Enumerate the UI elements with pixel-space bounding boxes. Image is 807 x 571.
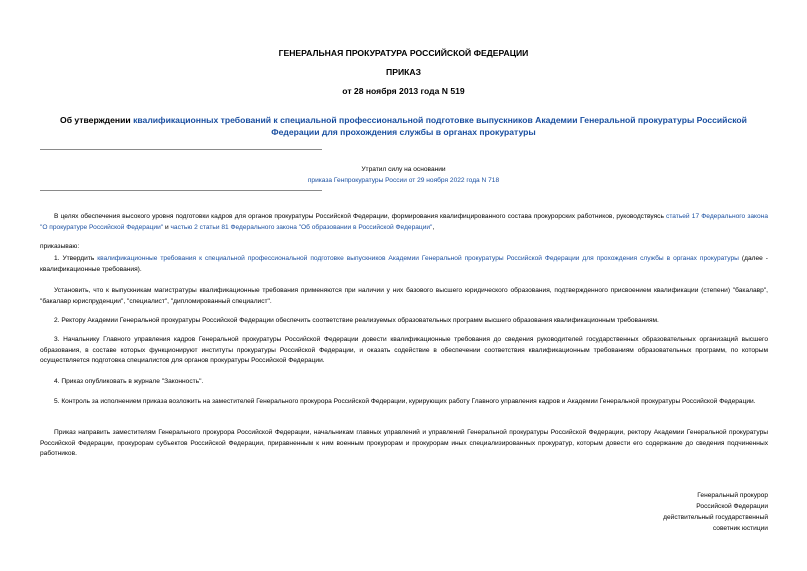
signature-block [600,490,768,534]
order-word: приказываю: [40,243,80,250]
requirements-link[interactable]: квалификационные требования к специальной профессиональной подготовке выпускников Академии Генеральной прокуратуры Российской Федерации для прохождения службы в органах прокуратуры [97,255,739,262]
signature-line-1: Генеральный прокурор [697,492,768,499]
law-link-education[interactable]: частью 2 статьи 81 Федерального закона "Об образовании в Российской Федерации" [170,223,433,231]
law-link-prosecution[interactable]: статьей 17 Федерального закона "О прокуратуре Российской Федерации" [40,213,768,231]
preamble-text: и [163,223,171,231]
repeal-order-link[interactable]: приказа Генпрокуратуры России от 29 ноября 2022 года N 718 [307,177,500,184]
signature-line-4: советник юстиции [712,525,768,532]
paragraph-6: Приказ направить заместителям Генерального прокурора Российской Федерации, начальникам главных управлений и управлений Генеральной прокуратуры Российской Федерации, ректору Академии Генеральной прокуратуры Российской Федерации, прокурорам субъектов Российской Федерации, приравненным к ним военным прокурорам и прокурорам иных специализированных прокуратур, которым довести его содержание до сведения подчиненных работников. [40,429,768,458]
divider-bottom [40,190,322,191]
paragraph-5: 5. Контроль за исполнением приказа возложить на заместителей Генерального прокурора Российской Федерации, курирующих работу Главного управления кадров и Академии Генеральной прокуратуры Российской Федерации. [54,398,756,405]
signature-line-2: Российской Федерации [696,503,768,510]
signature-line-3: действительный государственный [663,514,768,521]
paragraph-3: 3. Начальнику Главного управления кадров Генеральной прокуратуры Российской Федерации довести квалификационные требования до сведения руководителей государственных образовательных организаций высшего образования, в составе которых функционируют институты прокуратуры Российской Федерации, и оказать содействие в обеспечении соответствия квалификационным требованиям образовательных программ, по которым осуществляется подготовка специалистов для органов прокуратуры Российской Федерации. [40,336,768,365]
preamble [40,212,768,233]
paragraph-1-text: 1. Утвердить [54,255,98,262]
preamble-text: , [432,223,435,231]
paragraph-1-extra: Установить, что к выпускникам магистратуры квалификационные требования применяются при наличии у них базового высшего юридического образования, подтвержденного присвоением квалификации (степени) "бакалавр", "бакалавр юриспруденции", "специалист", "дипломированный специалист". [40,287,768,305]
paragraph-1 [40,254,768,275]
divider-top [40,149,322,150]
preamble-text: В целях обеспечения высокого уровня подготовки кадров для органов прокуратуры Российской Федерации, формирования квалифицированного состава прокурорских работников, руководствуясь [54,213,667,220]
repeal-note [40,164,767,186]
doc-title-prefix: Об утверждении [60,115,134,125]
doc-date-number: от 28 ноября 2013 года N 519 [342,86,465,96]
doc-type: ПРИКАЗ [386,67,421,77]
paragraph-4: 4. Приказ опубликовать в журнале "Законность". [54,378,204,385]
doc-title [40,114,767,138]
paragraph-2: 2. Ректору Академии Генеральной прокуратуры Российской Федерации обеспечить соответствие реализуемых образовательных программ высшего образования квалификационным требованиям. [54,317,659,324]
org-name: ГЕНЕРАЛЬНАЯ ПРОКУРАТУРА РОССИЙСКОЙ ФЕДЕРАЦИИ [278,48,529,58]
repeal-note-text: Утратил силу на основании [361,166,446,173]
doc-title-link[interactable]: квалификационных требований к специальной профессиональной подготовке выпускников Академии Генеральной прокуратуры Российской Федерации для прохождения службы в органах прокуратуры [133,115,747,137]
paragraph-1-text: (далее - квалификационные требования). [40,255,768,273]
